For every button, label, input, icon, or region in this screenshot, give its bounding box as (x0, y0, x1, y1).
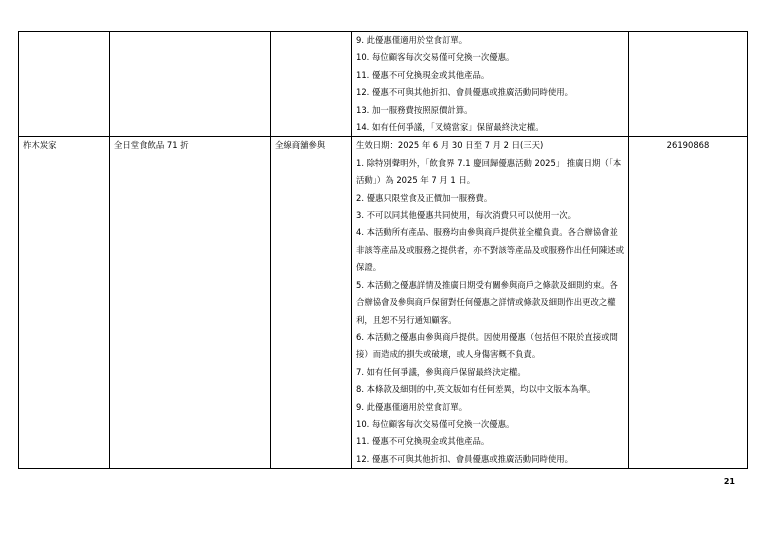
clause: 14. 如有任何爭議，「叉燒當家」保留最終決定權。 (356, 122, 544, 133)
clause: 1. 除特別聲明外，「飲食界 7.1 慶回歸優惠活動 2025」 推廣日期（「本活動」）為 2025 年 7 月 1 日。 (356, 157, 622, 186)
terms-cell (352, 32, 629, 137)
clause: 7. 如有任何爭議，參與商戶保留最終決定權。 (356, 366, 526, 377)
phone-cell (629, 32, 748, 137)
participating-branches: 全線商舖參與 (271, 137, 352, 469)
offers-table (18, 31, 748, 469)
clause: 9. 此優惠僅適用於堂食訂單。 (356, 401, 468, 412)
clause: 3. 不可以同其他優惠共同使用，每次消費只可以使用一次。 (356, 210, 577, 221)
offer-description: 全日堂食飲品 71 折 (110, 137, 271, 469)
clause: 10. 每位顧客每次交易僅可兌換一次優惠。 (356, 418, 515, 429)
clause: 6. 本活動之優惠由參與商戶提供。因使用優惠（包括但不限於直接或間接）而造成的損失或破壞，或人身傷害概不負責。 (356, 331, 618, 360)
clause: 4. 本活動所有產品、服務均由參與商戶提供並全權負責。各合辦協會並非該等產品及或服務之提供者，亦不對該等產品及或服務作出任何陳述或保證。 (356, 227, 624, 273)
clause: 12. 優惠不可與其他折扣、會員優惠或推廣活動同時使用。 (356, 453, 573, 464)
clause: 5. 本活動之優惠詳情及推廣日期受有關參與商戶之條款及細則約束。各合辦協會及參與商戶保留對任何優惠之詳情或條款及細則作出更改之權利，且恕不另行通知顧客。 (356, 279, 618, 325)
page-number: 21 (723, 477, 735, 486)
merchant-name: 柞木炭家 (19, 137, 110, 469)
phone-number: 26190868 (629, 137, 748, 469)
clause: 11. 優惠不可兌換現金或其他產品。 (356, 436, 490, 447)
table-row-continued (19, 32, 748, 137)
merchant-cell (19, 32, 110, 137)
offer-period: 生效日期：2025 年 6 月 30 日至 7 月 2 日(三天) (356, 140, 544, 151)
clause: 8. 本條款及細則的中,英文版如有任何差異，均以中文版本為準。 (356, 384, 596, 395)
offer-cell (110, 32, 271, 137)
clause: 9. 此優惠僅適用於堂食訂單。 (356, 35, 468, 45)
clause: 11. 優惠不可兌換現金或其他產品。 (356, 69, 490, 80)
clause: 10. 每位顧客每次交易僅可兌換一次優惠。 (356, 52, 515, 63)
clause: 13. 加一服務費按照原價計算。 (356, 104, 473, 115)
clause: 2. 優惠只限堂食及正價加一服務費。 (356, 192, 493, 203)
clause: 12. 優惠不可與其他折扣、會員優惠或推廣活動同時使用。 (356, 87, 573, 98)
participating-cell (271, 32, 352, 137)
terms-cell (352, 137, 629, 469)
table-row (19, 137, 748, 469)
